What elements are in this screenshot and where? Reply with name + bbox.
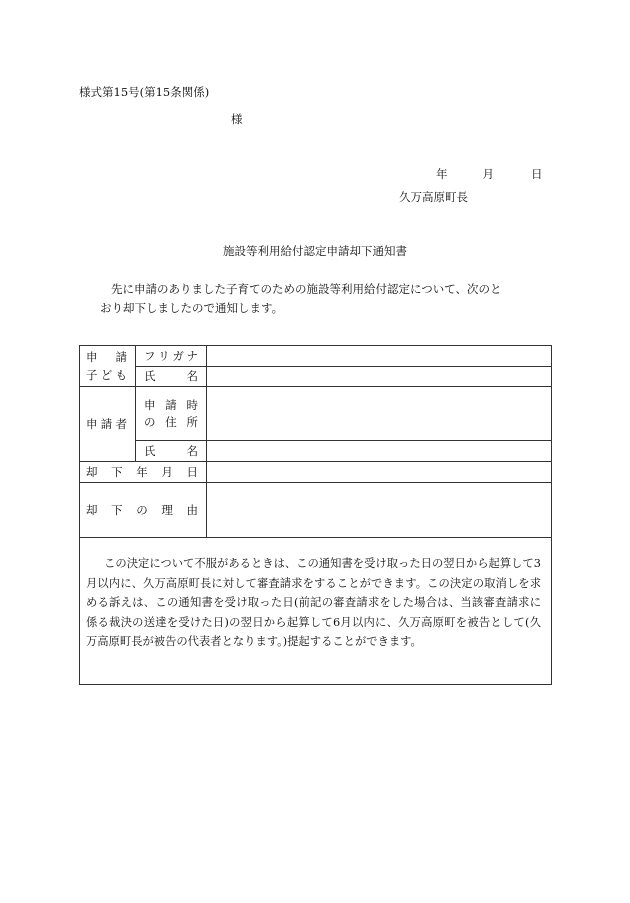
label-child-line2: 子 ど も — [86, 368, 127, 382]
appeal-notice — [80, 538, 552, 685]
addressee-suffix: 様 — [231, 112, 243, 126]
appeal-notice-text: この決定について不服があるときは、この通知書を受け取った日の翌日から起算して3月以内に、久万高原町長に対して審査請求をすることができます。この決定の取消しを求める訴えは、この通知書を受け取った日(前記の審査請求をした場合は、当該審査請求に係る裁決の送達を受けた日)の翌日から起算して6月以内に、久万高原町を被告として(久万高原町長が被告の代表者となります。)提起することができます。 — [86, 557, 541, 648]
form-number: 様式第15号(第15条関係) — [79, 85, 210, 99]
label-applicant-name: 氏 名 — [136, 441, 207, 462]
field-child-name[interactable] — [207, 367, 552, 387]
date-month: 月 — [482, 167, 494, 181]
label-applicant-group — [80, 387, 136, 462]
field-applicant-address[interactable] — [207, 387, 552, 441]
label-child-name: 氏 名 — [136, 367, 207, 387]
field-rejection-reason[interactable] — [207, 483, 552, 538]
form-table — [79, 345, 552, 685]
label-furigana: フ リ ガ ナ — [136, 346, 207, 367]
date-day: 日 — [531, 167, 543, 181]
label-child-line1: 申 請 — [86, 350, 127, 364]
field-child-furigana[interactable] — [207, 346, 552, 367]
field-applicant-name[interactable] — [207, 441, 552, 462]
label-applicant: 申 請 者 — [86, 417, 127, 431]
label-rejection-date: 却 下 年 月 日 — [80, 462, 207, 483]
intro-line-1: 先に申請のありました子育てのための施設等利用給付認定について、次のと — [111, 282, 502, 296]
date-line — [436, 166, 543, 182]
intro-line-2: おり却下しましたので通知します。 — [100, 301, 284, 315]
document-title: 施設等利用給付認定申請却下通知書 — [223, 244, 407, 258]
issuer: 久万高原町長 — [399, 190, 468, 204]
field-rejection-date[interactable] — [207, 462, 552, 483]
label-rejection-reason: 却 下 の 理 由 — [80, 483, 207, 538]
label-child-group — [80, 346, 136, 387]
label-address: 申 請 時 の 住 所 — [136, 387, 207, 441]
date-year: 年 — [436, 167, 448, 181]
